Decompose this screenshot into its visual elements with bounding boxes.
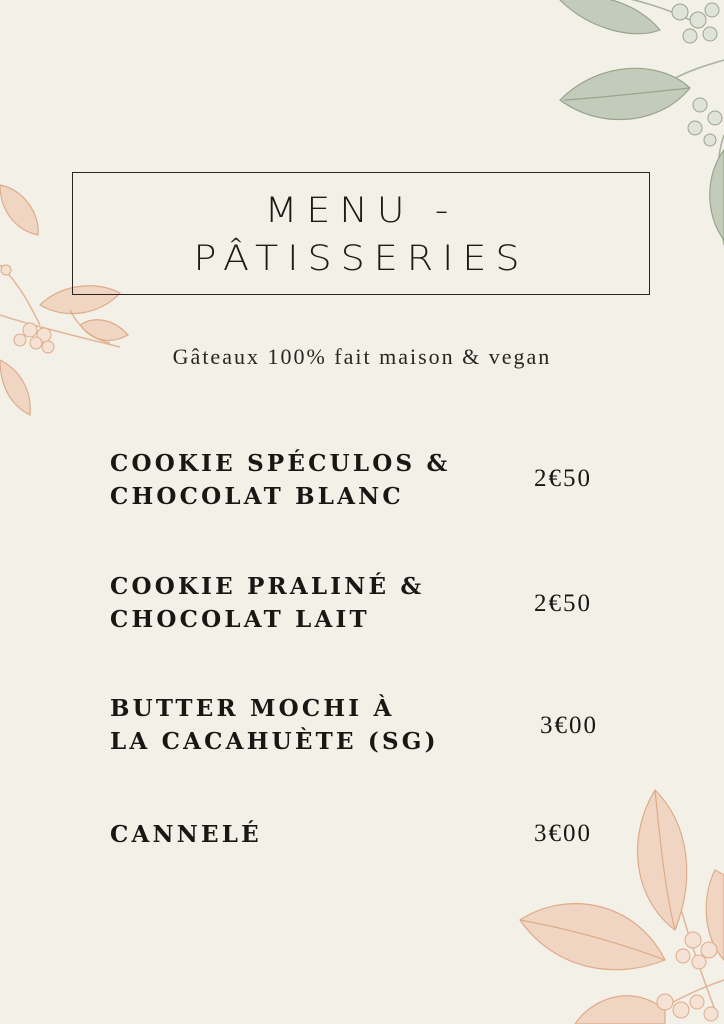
menu-item-name: BUTTER MOCHI À LA CACAHUÈTE (SG) [110,695,439,755]
subtitle: Gâteaux 100% fait maison & vegan [172,344,552,369]
menu-item-price: 2€50 [534,590,592,617]
menu-item-name: COOKIE PRALINÉ & CHOCOLAT LAIT [110,573,425,633]
title-line-2: PÂTISSERIES [193,237,529,278]
menu-item-price: 2€50 [534,465,592,492]
title-box [72,172,650,295]
title-line-1: MENU - [264,189,458,230]
bottom-right-leaves-decoration [515,780,724,1024]
menu-item-name: CANNELÉ [110,821,262,848]
menu-item-price: 3€00 [540,712,598,739]
menu-item-name: COOKIE SPÉCULOS & CHOCOLAT BLANC [110,450,451,510]
menu-item-price: 3€00 [534,820,592,847]
